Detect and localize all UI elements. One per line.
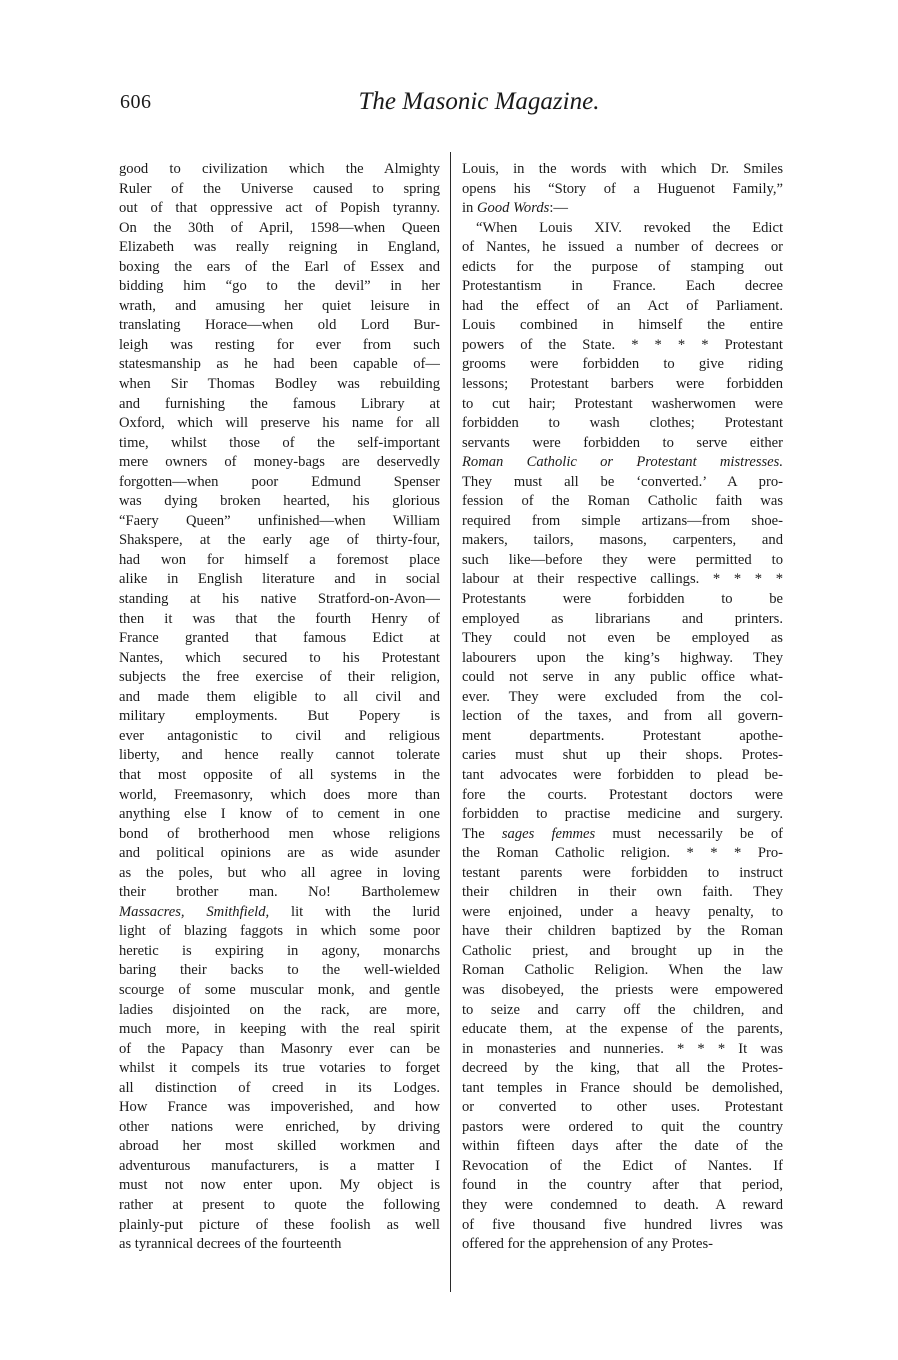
- text-line: standing at his native Stratford-on-Avon—: [119, 591, 440, 608]
- text-line: They must all be ‘converted.’ A pro-: [462, 473, 783, 490]
- text-line: of Nantes, he issued a number of decrees or: [462, 239, 783, 256]
- text-line: “When Louis XIV. revoked the Edict: [476, 219, 783, 236]
- page-number: 606: [120, 91, 152, 113]
- text-line: Catholic priest, and brought up in the: [462, 942, 783, 959]
- text-line: world, Freemasonry, which does more than: [119, 786, 440, 803]
- text-line: Nantes, which secured to his Protestant: [119, 649, 440, 666]
- text-line: plainly-put picture of these foolish as well: [119, 1216, 440, 1233]
- text-line: were enjoined, under a heavy penalty, to: [462, 903, 783, 920]
- text-line: time, whilst those of the self-important: [119, 434, 440, 451]
- left-column-paragraph: [119, 160, 440, 1255]
- text-line: was disobeyed, the priests were empowered: [462, 981, 783, 998]
- text-line: “Faery Queen” unfinished—when William: [119, 512, 440, 529]
- text-line: military employments. But Popery is: [119, 708, 440, 725]
- text-line: their brother man. No! Bartholemew: [119, 884, 440, 901]
- text-line: whilst it compels its true votaries to forget: [119, 1060, 440, 1077]
- text-line: fore the courts. Protestant doctors were: [462, 786, 783, 803]
- text-line: Oxford, which will preserve his name for all: [119, 415, 440, 432]
- text-line: Roman Catholic or Protestant mistresses.: [462, 454, 783, 471]
- text-line: statesmanship as he had been capable of—: [119, 356, 440, 373]
- text-line: liberty, and hence really cannot tolerate: [119, 747, 440, 764]
- text-line: had the effect of an Act of Parliament.: [462, 297, 783, 314]
- text-line: or converted to other uses. Protestant: [462, 1099, 783, 1116]
- text-line: of five thousand five hundred livres was: [462, 1216, 783, 1233]
- text-line: must not now enter upon. My object is: [119, 1177, 440, 1194]
- text-line: Louis, in the words with which Dr. Smiles: [462, 161, 783, 177]
- text-line: ment departments. Protestant apothe-: [462, 727, 783, 744]
- text-line: and made them eligible to all civil and: [119, 688, 440, 705]
- text-line: had won for himself a foremost place: [119, 551, 440, 568]
- text-line: scourge of some muscular monk, and gentle: [119, 981, 440, 998]
- text-line: Shakspere, at the early age of thirty-four,: [119, 532, 440, 549]
- text-line: fession of the Roman Catholic faith was: [462, 493, 783, 510]
- text-line: ever antagonistic to civil and religious: [119, 727, 440, 744]
- text-line: all distinction of creed in its Lodges.: [119, 1079, 440, 1096]
- text-line: boxing the ears of the Earl of Essex and: [119, 258, 440, 275]
- text-line: as tyrannical decrees of the fourteenth: [119, 1236, 342, 1253]
- text-line: pastors were ordered to quit the country: [462, 1118, 783, 1135]
- text-line: grooms were forbidden to give riding: [462, 356, 783, 373]
- text-line: alike in English literature and in social: [119, 571, 440, 588]
- text-line: in Good Words:—: [462, 200, 568, 217]
- text-line: forbidden to practise medicine and surgery.: [462, 806, 783, 823]
- text-line: much more, in keeping with the real spirit: [119, 1021, 440, 1038]
- text-line: caries must shut up their shops. Protes-: [462, 747, 783, 764]
- text-line: translating Horace—when old Lord Bur-: [119, 317, 440, 334]
- text-line: Roman Catholic Religion. When the law: [462, 962, 783, 979]
- text-line: subjects the free exercise of their religion,: [119, 669, 440, 686]
- text-line: was dying broken hearted, his glorious: [119, 493, 440, 510]
- text-line: mere owners of money-bags are deservedly: [119, 454, 440, 471]
- text-line: their children in their own faith. They: [462, 884, 783, 901]
- text-line: Louis combined in himself the entire: [462, 317, 783, 334]
- text-line: How France was impoverished, and how: [119, 1099, 440, 1116]
- text-line: baring their backs to the well-wielded: [119, 962, 440, 979]
- text-line: to cut hair; Protestant washerwomen were: [462, 395, 783, 412]
- text-line: the Roman Catholic religion. * * * Pro-: [462, 845, 783, 862]
- text-line: powers of the State. * * * * Protestant: [462, 336, 783, 353]
- text-line: The sages femmes must necessarily be of: [462, 825, 783, 842]
- text-line: as the poles, but who all agree in loving: [119, 864, 440, 881]
- text-line: testant parents were forbidden to instruct: [462, 864, 783, 881]
- right-column-intro: [462, 160, 783, 219]
- text-line: educate them, at the expense of the parents,: [462, 1021, 783, 1038]
- text-line: tant temples in France should be demolished,: [462, 1079, 783, 1096]
- text-line: ever. They were excluded from the col-: [462, 688, 783, 705]
- text-line: adventurous manufacturers, is a matter I: [119, 1157, 440, 1174]
- text-line: and furnishing the famous Library at: [119, 395, 440, 412]
- text-line: such like—before they were permitted to: [462, 551, 783, 568]
- text-line: decreed by the king, that all the Protes-: [462, 1060, 783, 1077]
- text-line: abroad her most skilled workmen and: [119, 1138, 440, 1155]
- text-line: out of that oppressive act of Popish tyranny.: [119, 200, 440, 217]
- text-line: leigh was resting for ever from such: [119, 336, 440, 353]
- right-column-quote: [462, 219, 783, 1255]
- text-line: rather at present to quote the following: [119, 1196, 440, 1213]
- text-line: to seize and carry off the children, and: [462, 1001, 783, 1018]
- text-line: in monasteries and nunneries. * * * It was: [462, 1040, 783, 1057]
- text-line: within fifteen days after the date of the: [462, 1138, 783, 1155]
- text-line: have their children baptized by the Roman: [462, 923, 783, 940]
- text-line: On the 30th of April, 1598—when Queen: [119, 219, 440, 236]
- text-line: bidding him “go to the devil” in her: [119, 278, 440, 295]
- text-line: Elizabeth was really reigning in England,: [119, 239, 440, 256]
- column-divider: [450, 152, 451, 1292]
- text-line: and political opinions are as wide asunder: [119, 845, 440, 862]
- text-line: they were condemned to death. A reward: [462, 1196, 783, 1213]
- text-line: Protestantism in France. Each decree: [462, 278, 783, 295]
- text-line: employed as librarians and printers.: [462, 610, 783, 627]
- text-line: of the Papacy than Masonry ever can be: [119, 1040, 440, 1057]
- text-line: edicts for the purpose of stamping out: [462, 258, 783, 275]
- text-line: labour at their respective callings. * * * *: [462, 571, 783, 588]
- text-line: offered for the apprehension of any Protes-: [462, 1236, 713, 1253]
- text-line: that most opposite of all systems in the: [119, 766, 440, 783]
- text-line: France granted that famous Edict at: [119, 630, 440, 647]
- text-line: Revocation of the Edict of Nantes. If: [462, 1157, 783, 1174]
- text-line: labourers upon the king’s highway. They: [462, 649, 783, 666]
- text-line: tant advocates were forbidden to plead be-: [462, 766, 783, 783]
- text-line: ladies disjointed on the rack, are more,: [119, 1001, 440, 1018]
- text-line: They could not even be employed as: [462, 630, 783, 647]
- text-line: could not serve in any public office what-: [462, 669, 783, 686]
- text-line: makers, tailors, masons, carpenters, and: [462, 532, 783, 549]
- text-line: required from simple artizans—from shoe-: [462, 512, 783, 529]
- text-line: anything else I know of to cement in one: [119, 806, 440, 823]
- text-line: when Sir Thomas Bodley was rebuilding: [119, 376, 440, 393]
- text-line: heretic is expiring in agony, monarchs: [119, 942, 440, 959]
- right-column: [462, 160, 783, 1255]
- text-line: good to civilization which the Almighty: [119, 161, 440, 177]
- text-line: wrath, and amusing her quiet leisure in: [119, 297, 440, 314]
- text-line: opens his “Story of a Huguenot Family,”: [462, 180, 783, 197]
- text-line: forbidden to wash clothes; Protestant: [462, 415, 783, 432]
- text-line: lection of the taxes, and from all govern-: [462, 708, 783, 725]
- text-line: then it was that the fourth Henry of: [119, 610, 440, 627]
- left-column: [119, 160, 440, 1255]
- text-line: bond of brotherhood men whose religions: [119, 825, 440, 842]
- text-line: lessons; Protestant barbers were forbidden: [462, 376, 783, 393]
- text-line: other nations were enriched, by driving: [119, 1118, 440, 1135]
- text-line: Protestants were forbidden to be: [462, 591, 783, 608]
- text-line: found in the country after that period,: [462, 1177, 783, 1194]
- running-title: The Masonic Magazine.: [358, 88, 600, 115]
- text-line: light of blazing faggots in which some poor: [119, 923, 440, 940]
- text-line: servants were forbidden to serve either: [462, 434, 783, 451]
- text-line: Ruler of the Universe caused to spring: [119, 180, 440, 197]
- text-line: forgotten—when poor Edmund Spenser: [119, 473, 440, 490]
- text-line: Massacres, Smithfield, lit with the lurid: [119, 903, 440, 920]
